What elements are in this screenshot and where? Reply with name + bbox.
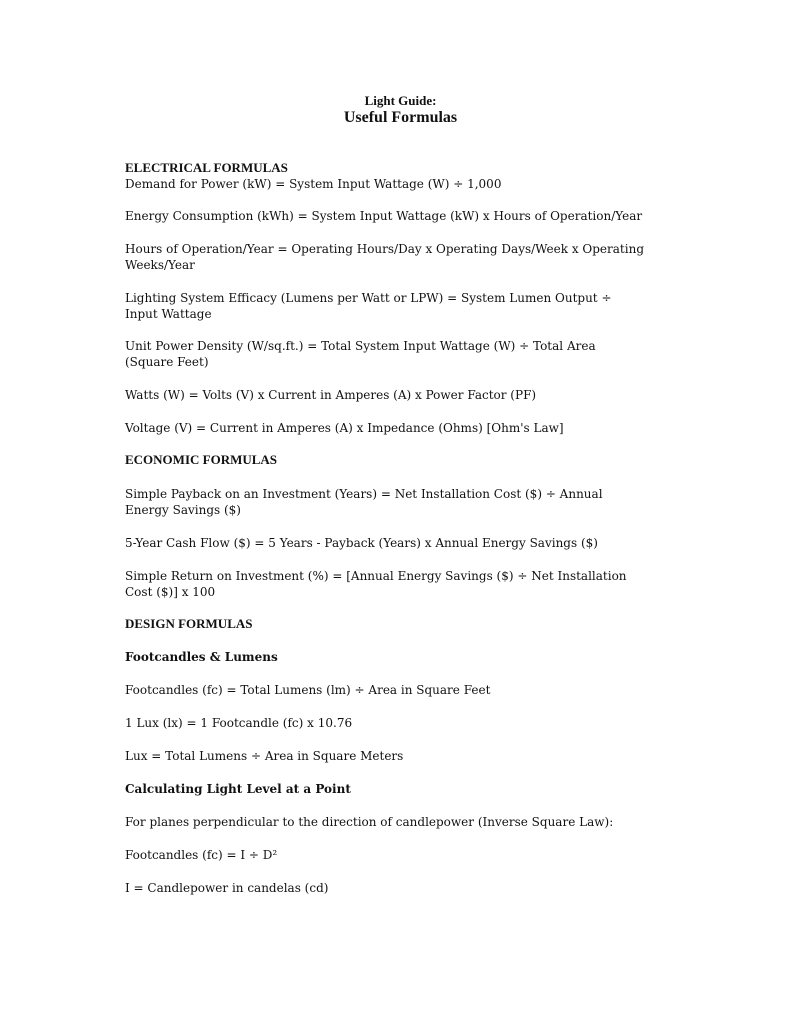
economic-formula: 5-Year Cash Flow ($) = 5 Years - Payback (Years) x Annual Energy Savings ($) <box>125 536 598 550</box>
design-formula: I = Candlepower in candelas (cd) <box>125 881 329 895</box>
design-formula: 1 Lux (lx) = 1 Footcandle (fc) x 10.76 <box>125 716 353 730</box>
electrical-formula: Hours of Operation/Year = Operating Hours/Day x Operating Days/Week x Operating Weeks/Year <box>125 242 644 272</box>
document-subtitle: Light Guide: <box>364 93 437 108</box>
document-title: Useful Formulas <box>343 109 458 126</box>
design-formula: Footcandles (fc) = I ÷ D² <box>125 848 278 862</box>
electrical-formula: Demand for Power (kW) = System Input Wattage (W) ÷ 1,000 <box>125 177 502 191</box>
design-formula: Footcandles (fc) = Total Lumens (lm) ÷ Area in Square Feet <box>125 683 491 697</box>
electrical-formula: Voltage (V) = Current in Amperes (A) x Impedance (Ohms) [Ohm's Law] <box>125 421 564 435</box>
design-formula: Lux = Total Lumens ÷ Area in Square Meters <box>125 749 404 763</box>
economic-heading: ECONOMIC FORMULAS <box>125 452 278 467</box>
title-block <box>0 93 791 127</box>
design-heading: DESIGN FORMULAS <box>125 616 253 631</box>
electrical-formula: Energy Consumption (kWh) = System Input Wattage (kW) x Hours of Operation/Year <box>125 209 643 223</box>
document-body <box>125 160 645 896</box>
electrical-formula: Watts (W) = Volts (V) x Current in Amperes (A) x Power Factor (PF) <box>125 388 537 402</box>
electrical-formula: Unit Power Density (W/sq.ft.) = Total System Input Wattage (W) ÷ Total Area (Square Feet) <box>125 339 596 369</box>
design-text: For planes perpendicular to the direction of candlepower (Inverse Square Law): <box>125 815 614 829</box>
economic-formula: Simple Payback on an Investment (Years) = Net Installation Cost ($) ÷ Annual Energy Savings ($) <box>125 487 603 517</box>
electrical-heading: ELECTRICAL FORMULAS <box>125 160 288 175</box>
footcandles-subheading: Footcandles & Lumens <box>125 650 278 664</box>
light-level-subheading: Calculating Light Level at a Point <box>125 782 351 796</box>
electrical-formula: Lighting System Efficacy (Lumens per Watt or LPW) = System Lumen Output ÷ Input Wattage <box>125 291 612 321</box>
economic-formula: Simple Return on Investment (%) = [Annual Energy Savings ($) ÷ Net Installation Cost ($)] x 100 <box>125 569 627 599</box>
